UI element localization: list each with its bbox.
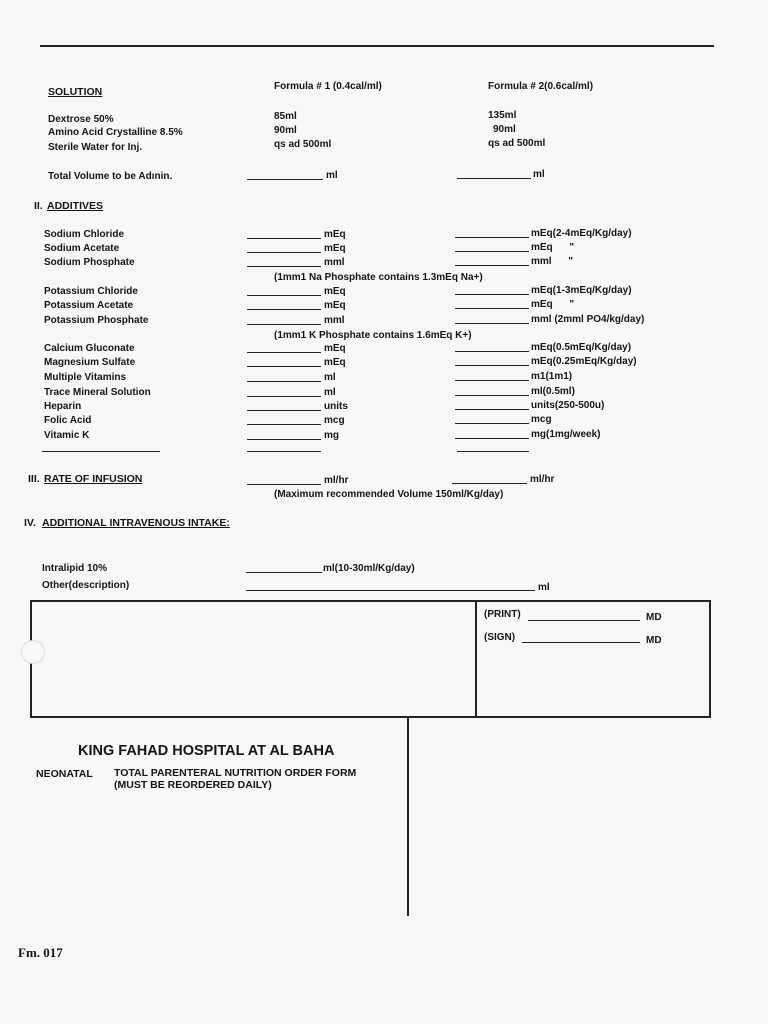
additive-f2-unit: mEq(0.5mEq/Kg/day) (531, 342, 632, 353)
print-label: (PRINT) (484, 609, 521, 620)
additive-f1-unit: mg (324, 430, 339, 441)
additive-f1-field[interactable] (247, 381, 321, 382)
formula2-header: Formula # 2(0.6cal/ml) (488, 81, 594, 92)
additive-blank-f1-field[interactable] (247, 451, 321, 452)
additive-label: Potassium Chloride (44, 286, 138, 297)
additive-label: Calcium Gluconate (44, 343, 135, 354)
additive-f2-field[interactable] (455, 308, 529, 309)
additive-f1-field[interactable] (247, 424, 321, 425)
additive-f1-field[interactable] (247, 352, 321, 353)
form-title: TOTAL PARENTERAL NUTRITION ORDER FORM (114, 767, 357, 779)
top-rule (40, 45, 714, 47)
additive-f1-field[interactable] (247, 439, 321, 440)
additive-f1-unit: mEq (324, 243, 346, 254)
additive-f2-unit: mEq " (531, 242, 575, 253)
punch-hole (21, 640, 45, 664)
additive-f1-field[interactable] (247, 396, 321, 397)
solution-f2-amino: 90ml (493, 124, 516, 135)
additive-label: Trace Mineral Solution (44, 387, 151, 398)
additive-blank-label-field[interactable] (42, 451, 160, 452)
additive-f1-unit: mEq (324, 343, 346, 354)
additive-f1-unit: ml (324, 387, 336, 398)
additive-f2-field[interactable] (455, 294, 529, 295)
form-number: Fm. 017 (18, 945, 63, 960)
additive-f2-unit: ml(0.5ml) (531, 386, 575, 397)
sign-label: (SIGN) (484, 632, 516, 643)
additive-f2-field[interactable] (455, 351, 529, 352)
additive-f1-unit: mcg (324, 415, 345, 426)
additive-f2-field[interactable] (455, 251, 529, 252)
reorder-note: (MUST BE REORDERED DAILY) (114, 779, 272, 791)
additive-f2-field[interactable] (455, 265, 529, 266)
signature-field[interactable] (522, 642, 640, 643)
solution-heading: SOLUTION (48, 86, 103, 98)
additive-f2-unit: mg(1mg/week) (531, 429, 601, 440)
neonatal-label: NEONATAL (36, 768, 93, 780)
other-unit: ml (538, 582, 550, 593)
infusion-f2-unit: ml/hr (530, 474, 555, 485)
hospital-name: KING FAHAD HOSPITAL AT AL BAHA (78, 743, 335, 759)
additive-label: Sodium Acetate (44, 243, 120, 254)
infusion-note: (Maximum recommended Volume 150ml/Kg/day) (274, 489, 504, 500)
additive-label: Potassium Acetate (44, 300, 134, 311)
footer-divider (407, 718, 409, 916)
other-field[interactable] (246, 590, 535, 591)
additive-f2-unit: mml " (531, 256, 573, 267)
additive-label: Sodium Phosphate (44, 257, 135, 268)
na-phosphate-note: (1mm1 Na Phosphate contains 1.3mEq Na+) (274, 272, 483, 283)
additive-f1-field[interactable] (247, 252, 321, 253)
additive-label: Folic Acid (44, 415, 92, 426)
infusion-f1-field[interactable] (247, 484, 321, 485)
additive-f1-field[interactable] (247, 309, 321, 310)
additive-f1-field[interactable] (247, 410, 321, 411)
infusion-roman: III. (28, 473, 40, 485)
additive-f1-field[interactable] (247, 366, 321, 367)
additive-f2-field[interactable] (455, 423, 529, 424)
additives-roman: II. (34, 200, 43, 212)
additive-f1-field[interactable] (247, 266, 321, 267)
additive-f1-unit: mEq (324, 286, 346, 297)
additive-f1-field[interactable] (247, 238, 321, 239)
solution-f2-water: qs ad 500ml (488, 138, 546, 149)
infusion-f1-unit: ml/hr (324, 475, 349, 486)
additive-f2-unit: mEq " (531, 299, 575, 310)
additive-f1-unit: mEq (324, 300, 346, 311)
additive-f2-field[interactable] (455, 365, 529, 366)
additive-blank-f2-field[interactable] (457, 451, 529, 452)
solution-f1-water: qs ad 500ml (274, 139, 332, 150)
additive-f2-unit: m1(1m1) (531, 371, 573, 382)
infusion-heading: RATE OF INFUSION (44, 473, 143, 485)
intralipid-unit: ml(10-30ml/Kg/day) (323, 563, 415, 574)
additive-f2-field[interactable] (455, 395, 529, 396)
additive-f1-unit: ml (324, 372, 336, 383)
additive-f1-field[interactable] (247, 295, 321, 296)
solution-f1-dextrose: 85ml (274, 111, 297, 122)
k-phosphate-note: (1mm1 K Phosphate contains 1.6mEq K+) (274, 330, 472, 341)
additive-label: Heparin (44, 401, 82, 412)
additive-f2-unit: mcg (531, 414, 552, 425)
additive-f1-unit: mml (324, 315, 345, 326)
additives-heading: ADDITIVES (47, 200, 104, 212)
additive-f2-unit: units(250-500u) (531, 400, 605, 411)
additive-label: Potassium Phosphate (44, 315, 149, 326)
infusion-f2-field[interactable] (452, 483, 527, 484)
sign-md: MD (646, 635, 662, 646)
additive-label: Vitamic K (44, 430, 90, 441)
additive-label: Multiple Vitamins (44, 372, 127, 383)
additive-f1-unit: units (324, 401, 348, 412)
additive-f2-field[interactable] (455, 323, 529, 324)
solution-label-water: Sterile Water for Inj. (48, 142, 143, 153)
solution-label-amino: Amino Acid Crystalline 8.5% (48, 127, 183, 138)
solution-f1-amino: 90ml (274, 125, 297, 136)
additive-f1-unit: mEq (324, 357, 346, 368)
total-volume-f2-unit: ml (533, 169, 545, 180)
formula1-header: Formula # 1 (0.4cal/ml) (274, 81, 382, 92)
additive-label: Sodium Chloride (44, 229, 124, 240)
notes-area[interactable] (34, 604, 473, 714)
additive-f2-unit: mEq(1-3mEq/Kg/day) (531, 285, 632, 296)
additive-f2-field[interactable] (455, 438, 529, 439)
additional-heading: ADDITIONAL INTRAVENOUS INTAKE: (42, 517, 230, 529)
additive-f2-unit: mEq(2-4mEq/Kg/day) (531, 228, 632, 239)
intralipid-field[interactable] (246, 572, 322, 573)
total-volume-f2-field[interactable] (457, 178, 531, 179)
total-volume-label: Total Volume to be Adınin. (48, 171, 173, 182)
print-name-field[interactable] (528, 620, 640, 621)
additive-f2-field[interactable] (455, 380, 529, 381)
total-volume-f1-field[interactable] (247, 179, 323, 180)
order-box-divider (475, 600, 477, 718)
additive-f1-unit: mml (324, 257, 345, 268)
additive-f1-field[interactable] (247, 324, 321, 325)
additive-f2-field[interactable] (455, 409, 529, 410)
other-label: Other(description) (42, 580, 130, 591)
additive-label: Magnesium Sulfate (44, 357, 136, 368)
additional-roman: IV. (24, 517, 36, 529)
additive-f2-unit: mEq(0.25mEq/Kg/day) (531, 356, 637, 367)
additive-f2-unit: mml (2mml PO4/kg/day) (531, 314, 645, 325)
solution-label-dextrose: Dextrose 50% (48, 114, 114, 125)
additive-f2-field[interactable] (455, 237, 529, 238)
total-volume-f1-unit: ml (326, 170, 338, 181)
additive-f1-unit: mEq (324, 229, 346, 240)
solution-f2-dextrose: 135ml (488, 110, 517, 121)
intralipid-label: Intralipid 10% (42, 563, 108, 574)
print-md: MD (646, 612, 662, 623)
